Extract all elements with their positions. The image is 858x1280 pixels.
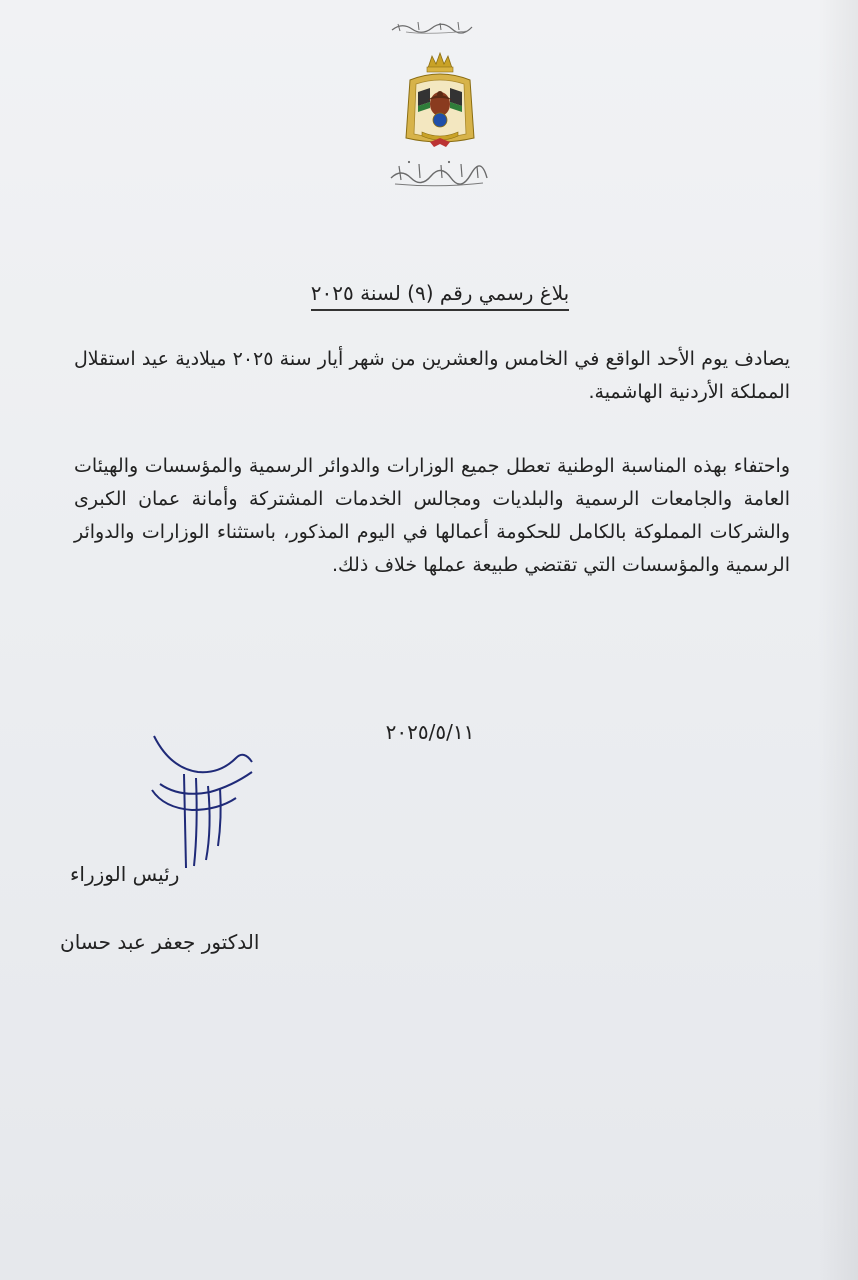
announcement-title-text: بلاغ رسمي رقم (٩) لسنة ٢٠٢٥ — [311, 281, 569, 311]
page-shadow — [818, 0, 858, 1280]
handwritten-signature — [140, 728, 270, 878]
signatory-title: رئيس الوزراء — [70, 862, 180, 886]
document-date: ٢٠٢٥/٥/١١ — [385, 720, 475, 744]
paragraph-1: يصادف يوم الأحد الواقع في الخامس والعشرين من شهر أيار سنة ٢٠٢٥ ميلادية عيد استقلال المملكة الأردنية الهاشمية. — [74, 348, 790, 403]
basmala-calligraphy — [388, 16, 480, 36]
announcement-title — [260, 281, 620, 317]
paragraph-2: واحتفاء بهذه المناسبة الوطنية تعطل جميع الوزارات والدوائر الرسمية والمؤسسات والهيئات العامة والجامعات الرسمية والبلديات ومجالس الخدمات المشتركة وأمانة عمان الكبرى والشركات المملوكة بالكامل للحكومة أعمالها في اليوم المذكور، باستثناء الوزارات والدوائر الرسمية والمؤسسات التي تقتضي طبيعة عملها خلاف ذلك. — [74, 455, 790, 576]
prime-ministry-calligraphy — [385, 156, 493, 190]
signatory-name: الدكتور جعفر عبد حسان — [60, 930, 260, 954]
royal-emblem-icon — [400, 50, 480, 150]
